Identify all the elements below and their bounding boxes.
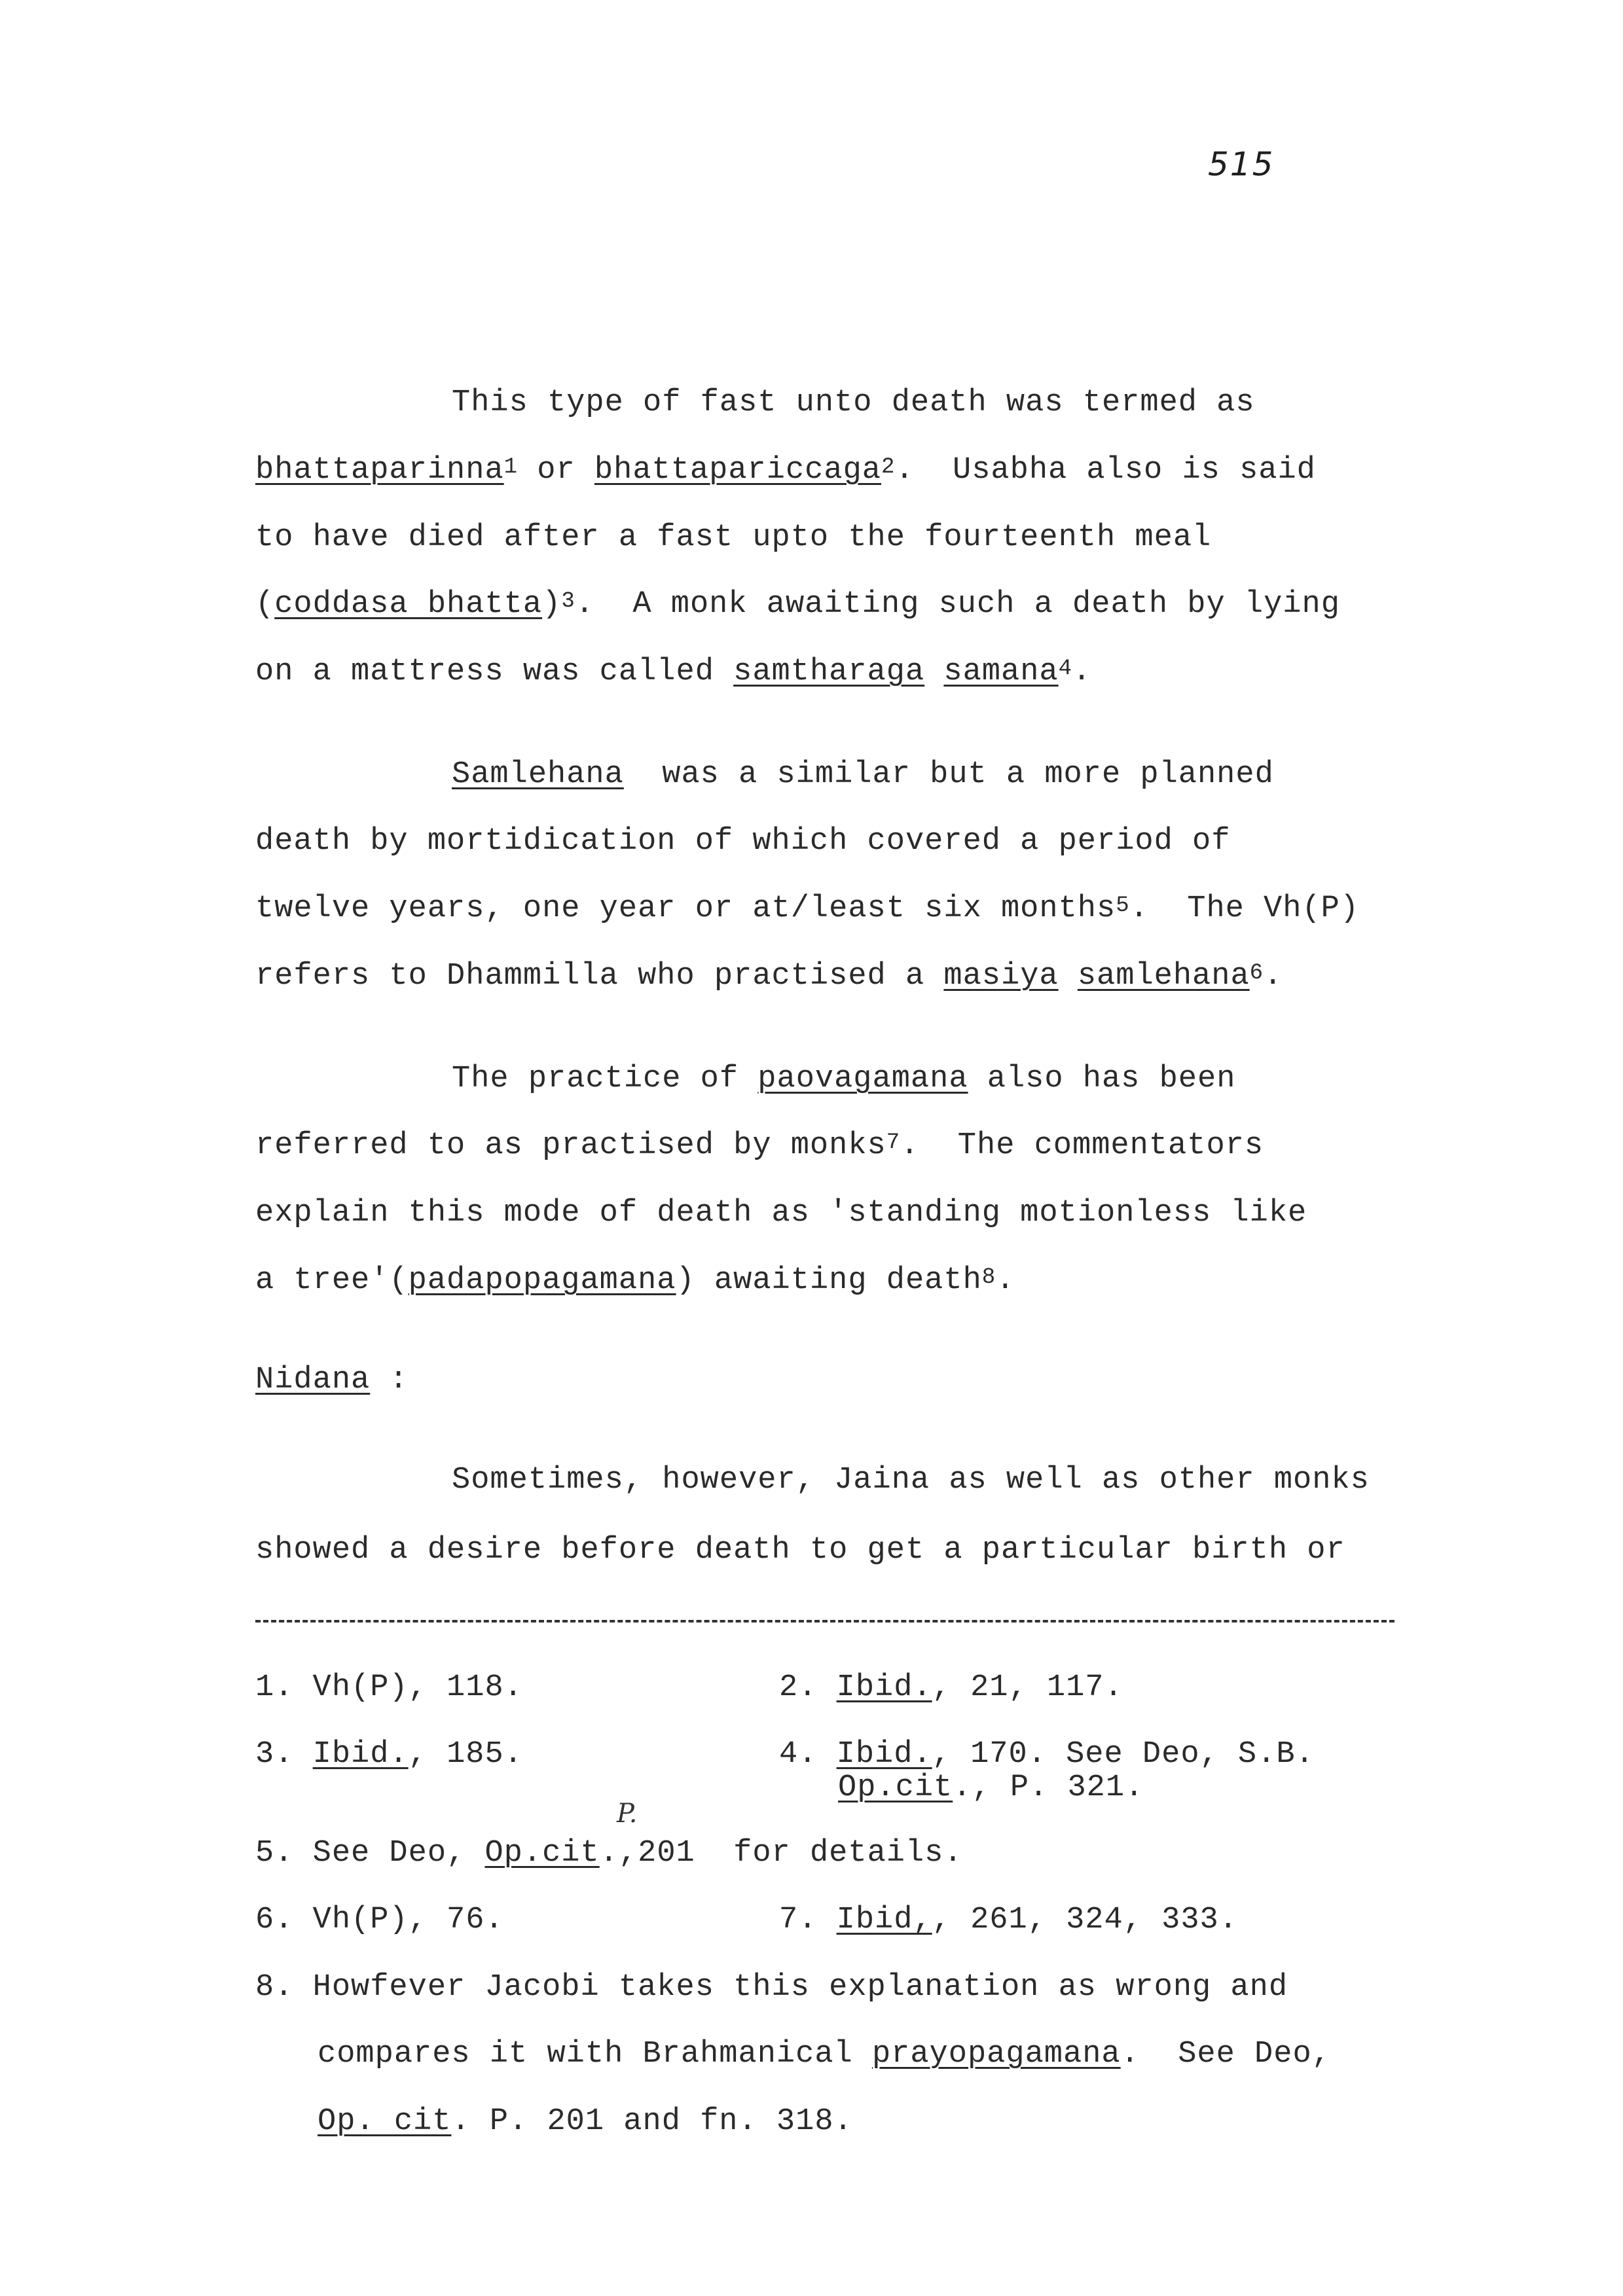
footnote-2 bbox=[779, 1672, 1123, 1703]
footnote-1: 1. Vh(P), 118. bbox=[255, 1670, 523, 1705]
paragraph-4-line-1: Sometimes, however, Jaina as well as other monks bbox=[452, 1463, 1370, 1498]
text: prayopagamana bbox=[871, 2037, 1121, 2072]
paragraph-2-line-3 bbox=[255, 893, 1359, 924]
text: Ibid. bbox=[836, 1737, 932, 1772]
text: 4. bbox=[779, 1737, 837, 1772]
page-number: 515 bbox=[1208, 145, 1275, 183]
text: Op.cit bbox=[838, 1770, 953, 1805]
paragraph-2-line-1 bbox=[452, 759, 1274, 790]
text bbox=[924, 655, 943, 689]
text: : bbox=[370, 1363, 409, 1397]
footnote-8-line-3 bbox=[318, 2106, 853, 2137]
text: Op. cit bbox=[318, 2104, 452, 2139]
text: , 21, 117. bbox=[932, 1670, 1123, 1705]
term-samana: samana bbox=[943, 655, 1059, 689]
paragraph-1-line-1: This type of fast unto death was termed as bbox=[452, 386, 1255, 420]
text: ( bbox=[255, 587, 275, 622]
term-bhattapariccaga: bhattapariccaga bbox=[594, 453, 881, 488]
footnote-ref-1: 1 bbox=[503, 455, 519, 480]
text: . The commentators bbox=[900, 1128, 1264, 1163]
text: Ibid. bbox=[836, 1670, 932, 1705]
text: , 261, 324, 333. bbox=[932, 1903, 1238, 1937]
text: 2. bbox=[779, 1670, 837, 1705]
text: Ibid. bbox=[312, 1737, 409, 1772]
text: . P. 201 and fn. 318. bbox=[451, 2104, 853, 2139]
footnote-4 bbox=[779, 1739, 1315, 1770]
text: a tree'( bbox=[255, 1263, 409, 1298]
text: . bbox=[1264, 959, 1283, 994]
footnote-ref-2: 2 bbox=[881, 455, 896, 480]
term-samlehana: Samlehana bbox=[452, 757, 624, 792]
footnote-ref-3: 3 bbox=[561, 589, 575, 614]
text: or bbox=[518, 453, 594, 488]
paragraph-1-line-2 bbox=[255, 455, 1316, 486]
text: Op.cit bbox=[484, 1836, 600, 1871]
footnote-ref-8: 8 bbox=[981, 1265, 996, 1290]
footnote-3 bbox=[255, 1739, 523, 1770]
text bbox=[1059, 959, 1078, 994]
text: referred to as practised by monks bbox=[255, 1128, 886, 1163]
text: . See Deo, bbox=[1120, 2037, 1331, 2072]
text: on a mattress was called bbox=[255, 655, 734, 689]
paragraph-3-line-1 bbox=[452, 1064, 1235, 1094]
footnote-8-line-1: 8. Howfever Jacobi takes this explanation as wrong and bbox=[255, 1970, 1288, 2005]
term-coddasa-bhatta: coddasa bhatta bbox=[274, 587, 543, 622]
term-bhattaparinna: bhattaparinna bbox=[255, 453, 504, 488]
heading-text: Nidana bbox=[255, 1363, 371, 1397]
text: , 185. bbox=[408, 1737, 523, 1772]
footnote-4-continued bbox=[838, 1772, 1144, 1803]
footnote-5 bbox=[255, 1838, 963, 1869]
text: . Usabha also is said bbox=[895, 453, 1316, 488]
paragraph-3-line-2 bbox=[255, 1130, 1264, 1161]
footnote-divider bbox=[255, 1620, 1395, 1623]
text: , 170. See Deo, S.B. bbox=[932, 1737, 1315, 1772]
term-padapopagamana: padapopagamana bbox=[408, 1263, 676, 1298]
footnote-ref-4: 4 bbox=[1058, 656, 1073, 681]
text: . bbox=[996, 1263, 1015, 1298]
term-masiya: masiya bbox=[943, 959, 1059, 994]
footnote-ref-5: 5 bbox=[1116, 893, 1130, 918]
paragraph-2-line-2: death by mortidication of which covered a period of bbox=[255, 824, 1231, 859]
paragraph-1-line-3: to have died after a fast upto the fourteenth meal bbox=[255, 520, 1212, 555]
paragraph-1-line-4 bbox=[255, 589, 1340, 620]
text: . bbox=[1072, 655, 1092, 689]
text: The practice of bbox=[452, 1062, 758, 1096]
term-samlehana-2: samlehana bbox=[1077, 959, 1250, 994]
text: 7. bbox=[779, 1903, 837, 1937]
text: ., P. 321. bbox=[953, 1770, 1144, 1805]
section-heading-nidana bbox=[255, 1365, 409, 1395]
text: . A monk awaiting such a death by lying bbox=[575, 587, 1340, 622]
paragraph-3-line-3: explain this mode of death as 'standing motionless like bbox=[255, 1196, 1307, 1230]
text: 3. bbox=[255, 1737, 313, 1772]
footnote-7 bbox=[779, 1905, 1238, 1935]
footnote-ref-7: 7 bbox=[886, 1130, 901, 1155]
footnote-8-line-2 bbox=[318, 2039, 1331, 2070]
paragraph-4-line-2: showed a desire before death to get a particular birth or bbox=[255, 1533, 1345, 1568]
handwritten-correction-mark: P. bbox=[617, 1799, 638, 1829]
text: Ibid, bbox=[836, 1903, 932, 1937]
text: compares it with Brahmanical bbox=[318, 2037, 872, 2072]
text: ) awaiting death bbox=[676, 1263, 982, 1298]
text: also has been bbox=[968, 1062, 1236, 1096]
text: ) bbox=[542, 587, 562, 622]
text: . The Vh(P) bbox=[1129, 891, 1360, 926]
text: 5. See Deo, bbox=[255, 1836, 485, 1871]
paragraph-2-line-4 bbox=[255, 961, 1283, 992]
term-paovagamana: paovagamana bbox=[757, 1062, 968, 1096]
paragraph-3-line-4 bbox=[255, 1265, 1015, 1296]
text: was a similar but a more planned bbox=[623, 757, 1274, 792]
term-samtharaga: samtharaga bbox=[733, 655, 925, 689]
text: refers to Dhammilla who practised a bbox=[255, 959, 944, 994]
footnote-6: 6. Vh(P), 76. bbox=[255, 1903, 504, 1937]
paragraph-1-line-5 bbox=[255, 656, 1091, 687]
footnote-ref-6: 6 bbox=[1249, 961, 1264, 986]
text: .,201 for details. bbox=[599, 1836, 963, 1871]
text: twelve years, one year or at/least six months bbox=[255, 891, 1116, 926]
